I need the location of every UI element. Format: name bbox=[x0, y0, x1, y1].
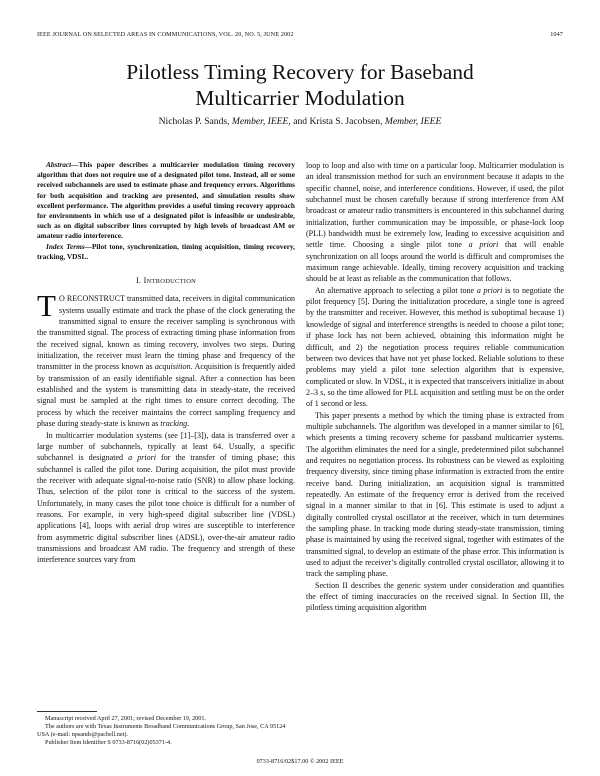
term-a-priori: a priori bbox=[476, 285, 503, 295]
author-2-role: Member, IEEE bbox=[384, 116, 442, 127]
paragraph-text: for the transfer of timing phase; this subchannel is called the pilot tone. During acquisition, the pilot must provide the receiver with adequate signal-to-noise ratio (SNR) to allow phase locking. Thus, selection of the pilot tone is critical to the success of the system. Unfortunately, in many cases the pilot tone choice is difficult for a number of reasons. For example, in very high-speed digital subscriber line (VDSL) applications [4], loops with aerial drop wires are susceptible to interference from asymmetric digital subscriber lines (ADSL), over-the-air amateur radio transmissions and broadcast AM radio. The frequency and strength of these interference sources vary from bbox=[37, 453, 295, 565]
intro-paragraph-3 bbox=[306, 160, 564, 285]
footnote-identifier: Publisher Item Identifier S 0733-8716(02)05371-4. bbox=[45, 739, 172, 747]
index-terms-text: Pilot tone, synchronization, timing acquisition, timing recovery, tracking, VDSL. bbox=[37, 241, 296, 261]
paragraph-text: O RECONSTRUCT transmitted data, receivers in digital communication systems usually estimate and track the phase of the clock generating the transmitted signal to ensure the receiver sampling is synchronous with the transmitted signal. The process of extracting timing phase information from the received signal, known as timing recovery, involves two steps. During initialization, the receiver must learn the timing phase and frequency of the transmitter in the process known as bbox=[37, 294, 295, 372]
paragraph-text: . Acquisition is frequently aided by transmission of an easily identifiable signal. After a connection has been established and the system is transmitting data in steady-state, the received signal must be sampled at the right times to ensure correct decoding. The process by which the receiver maintains the correct sampling frequency and phase during steady-state is known as bbox=[37, 362, 295, 429]
author-1: Nicholas P. Sands, bbox=[158, 116, 230, 127]
abstract-text: This paper describes a multicarrier modulation timing recovery algorithm that does not require use of a designated pilot tone. Instead, all or some received subchannels are used to estimate phase and frequency errors. Algorithms for both acquisition and tracking are presented, and simulation results show excellent performance. The algorithm provides a useful timing recovery approach for environments in which use of a designated pilot is infeasible or undesirable, such as on digital subscriber lines corrupted by high levels of broadcast AM or amateur radio interference. bbox=[37, 160, 295, 241]
term-tracking: tracking bbox=[160, 419, 188, 429]
footnote bbox=[37, 715, 295, 747]
abstract-label: Abstract— bbox=[46, 160, 79, 169]
page-number: 1047 bbox=[550, 31, 563, 38]
journal-name: IEEE JOURNAL ON SELECTED AREAS IN COMMUNICATIONS, VOL. 20, NO. 5, JUNE 2002 bbox=[37, 31, 294, 38]
paragraph-text: An alternative approach to selecting a pilot tone bbox=[315, 285, 475, 295]
paragraph-text: loop to loop and also with time on a particular loop. Multicarrier modulation is an ideal transmission method for such an environment because it adapts to the specific channel, noise, and interference conditions. However, if used, the pilot subchannel must be chosen carefully because if strong interference from AM broadcast or amateur radio transmitters is encountered in this subchannel during initialization, further communication may be impossible, or phase-lock loop (PLL) bandwidth must be extremely low, leading to excessive acquisition and settle time. Choosing a single pilot tone bbox=[306, 161, 564, 250]
section-heading bbox=[37, 275, 295, 287]
term-a-priori: a priori bbox=[468, 240, 499, 250]
running-header bbox=[37, 31, 563, 38]
copyright-line: 0733-8716/02$17.00 © 2002 IEEE bbox=[256, 758, 344, 765]
author-2: and Krista S. Jacobsen, bbox=[293, 116, 383, 127]
index-terms-label: Index Terms— bbox=[46, 241, 92, 251]
title-line-2: Multicarrier Modulation bbox=[195, 85, 405, 110]
term-a-priori: a priori bbox=[128, 453, 156, 463]
author-1-role: Member, IEEE, bbox=[231, 116, 291, 127]
paragraph-text: is to negotiate the pilot frequency [5]. During the initialization procedure, a single tone is agreed by the transmitter and receiver. However, this method is suboptimal because 1) knowledge of signal and interference strengths is needed to choose a pilot tone; if phase lock has not been achieved, obtaining this information might be difficult, and 2) the negotiation process requires reliable communication between two devices that have not yet phase locked. Reliable solutions to these problems may yield a pilot tone selection algorithm that is expensive, complicated or slow. In VDSL, it is expected that transceivers initialize in about 2–3 s, so the time allowed for PLL acquisition and settling must be on the order of 1 second or less. bbox=[306, 285, 565, 409]
intro-paragraph-4 bbox=[306, 285, 564, 410]
title-line-1: Pilotless Timing Recovery for Baseband bbox=[126, 60, 474, 84]
section-title: NTRODUCTION bbox=[146, 278, 197, 286]
left-column bbox=[37, 160, 295, 566]
index-terms bbox=[37, 242, 295, 262]
footnote-affiliation: The authors are with Texas Instruments Broadband Communications Group, San Jose, CA 95124 USA (e-mail: npsands@pacbell.net). bbox=[37, 723, 286, 739]
footnote-rule bbox=[37, 711, 97, 712]
paragraph-text: . bbox=[187, 419, 190, 429]
intro-paragraph-2 bbox=[37, 430, 295, 566]
paragraph-text: that will enable synchronization on all loops around the world is difficult and compromises the maximum range achievable. Ideally, timing recovery acquisition and tracking should be at least as reliable as the communication that follows. bbox=[306, 240, 564, 284]
drop-cap: T bbox=[37, 288, 56, 324]
footnote-manuscript: Manuscript received April 27, 2001; revised December 19, 2001. bbox=[45, 715, 207, 722]
intro-paragraph-6: Section II describes the generic system under consideration and quantifies the effect of timing inaccuracies on the received signal. In Section III, the pilotless timing acquisition algorithm bbox=[306, 580, 564, 613]
intro-paragraph-5: This paper presents a method by which the timing phase is extracted from multiple subchannels. The algorithm was developed in a manner similar to [6], which presents a timing recovery scheme for passband multicarrier systems. The algorithm eliminates the need for a single, predetermined pilot subchannel and requires no negotiation process. Its robustness can be viewed as exploiting frequency diversity, since timing phase information is extracted from the entire receive band. During initialization, an acquisition signal is transmitted repeatedly. An estimate of the frequency error is derived from the received signal in a manner similar to that in [6]. This estimate is used to adjust a digitally controlled crystal oscillator at the receiver, which in turn determines the sampling phase. In tracking mode during steady-state transmission, timing phase is maintained by using the received signal, together with estimates of the transmitted signal, to develop an estimate of the phase error. This information is used to adjust the receiver’s digitally controlled crystal oscillator, allowing it to track the sampling phase. bbox=[306, 410, 564, 579]
right-column bbox=[306, 160, 564, 614]
paper-title bbox=[0, 60, 600, 111]
abstract bbox=[37, 160, 295, 242]
term-acquisition: acquisition bbox=[154, 362, 191, 372]
intro-paragraph-1 bbox=[37, 288, 295, 429]
section-number: I. I bbox=[135, 276, 147, 286]
paragraph-text: In multicarrier modulation systems (see [1]–[3]), data is transferred over a large number of subchannels, typically at least 64. Usually, a specific subchannel is designated bbox=[37, 430, 295, 463]
author-line bbox=[0, 116, 600, 127]
